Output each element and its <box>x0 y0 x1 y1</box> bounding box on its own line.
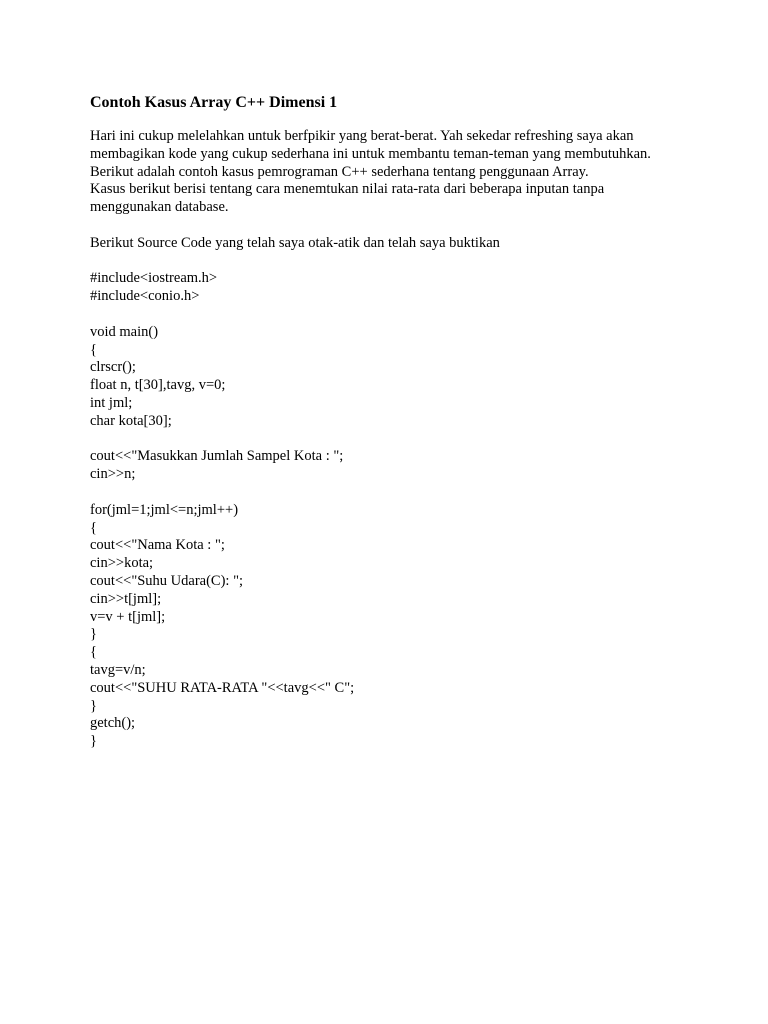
source-intro-line: Berikut Source Code yang telah saya otak-atik dan telah saya buktikan <box>90 234 500 251</box>
code-line: cin>>t[jml]; <box>90 590 162 607</box>
code-input-block <box>90 448 720 484</box>
intro-line: Kasus berikut berisi tentang cara menemtukan nilai rata-rata dari beberapa inputan tanpa <box>90 181 605 198</box>
spacer <box>90 114 720 128</box>
code-line: #include<conio.h> <box>90 288 200 305</box>
code-line: #include<iostream.h> <box>90 270 218 287</box>
code-line: { <box>90 341 97 358</box>
code-line: { <box>90 519 97 536</box>
code-line: } <box>90 733 97 750</box>
document-title: Contoh Kasus Array C++ Dimensi 1 <box>90 94 338 111</box>
code-line: { <box>90 644 97 661</box>
code-line: getch(); <box>90 715 136 732</box>
code-includes-block <box>90 270 720 306</box>
code-line: v=v + t[jml]; <box>90 608 166 625</box>
intro-line: menggunakan database. <box>90 199 229 216</box>
spacer <box>90 306 720 324</box>
code-line: tavg=v/n; <box>90 661 146 678</box>
code-line: clrscr(); <box>90 359 136 376</box>
code-line: cin>>n; <box>90 466 136 483</box>
code-line: cout<<"Suhu Udara(C): "; <box>90 572 244 589</box>
code-line: cout<<"Nama Kota : "; <box>90 537 225 554</box>
code-line: int jml; <box>90 394 133 411</box>
code-loop-block <box>90 502 720 751</box>
intro-line: Hari ini cukup melelahkan untuk berfpikir yang berat-berat. Yah sekedar refreshing saya akan <box>90 128 634 144</box>
code-main-block <box>90 324 720 431</box>
code-line: char kota[30]; <box>90 412 172 429</box>
code-line: float n, t[30],tavg, v=0; <box>90 377 226 394</box>
code-line: cout<<"Masukkan Jumlah Sampel Kota : "; <box>90 448 344 465</box>
spacer <box>90 484 720 502</box>
code-line: cin>>kota; <box>90 555 154 572</box>
code-line: } <box>90 626 97 643</box>
spacer <box>90 217 720 235</box>
spacer <box>90 431 720 449</box>
spacer <box>90 253 720 271</box>
code-line: for(jml=1;jml<=n;jml++) <box>90 501 239 518</box>
intro-line: membagikan kode yang cukup sederhana ini untuk membantu teman-teman yang membutuhkan. <box>90 145 651 162</box>
code-line: void main() <box>90 323 159 340</box>
intro-line: Berikut adalah contoh kasus pemrograman C++ sederhana tentang penggunaan Array. <box>90 163 589 180</box>
intro-paragraph <box>90 128 720 217</box>
source-intro <box>90 235 720 253</box>
document-page <box>90 92 720 751</box>
code-line: cout<<"SUHU RATA-RATA "<<tavg<<" C"; <box>90 679 355 696</box>
code-line: } <box>90 697 97 714</box>
